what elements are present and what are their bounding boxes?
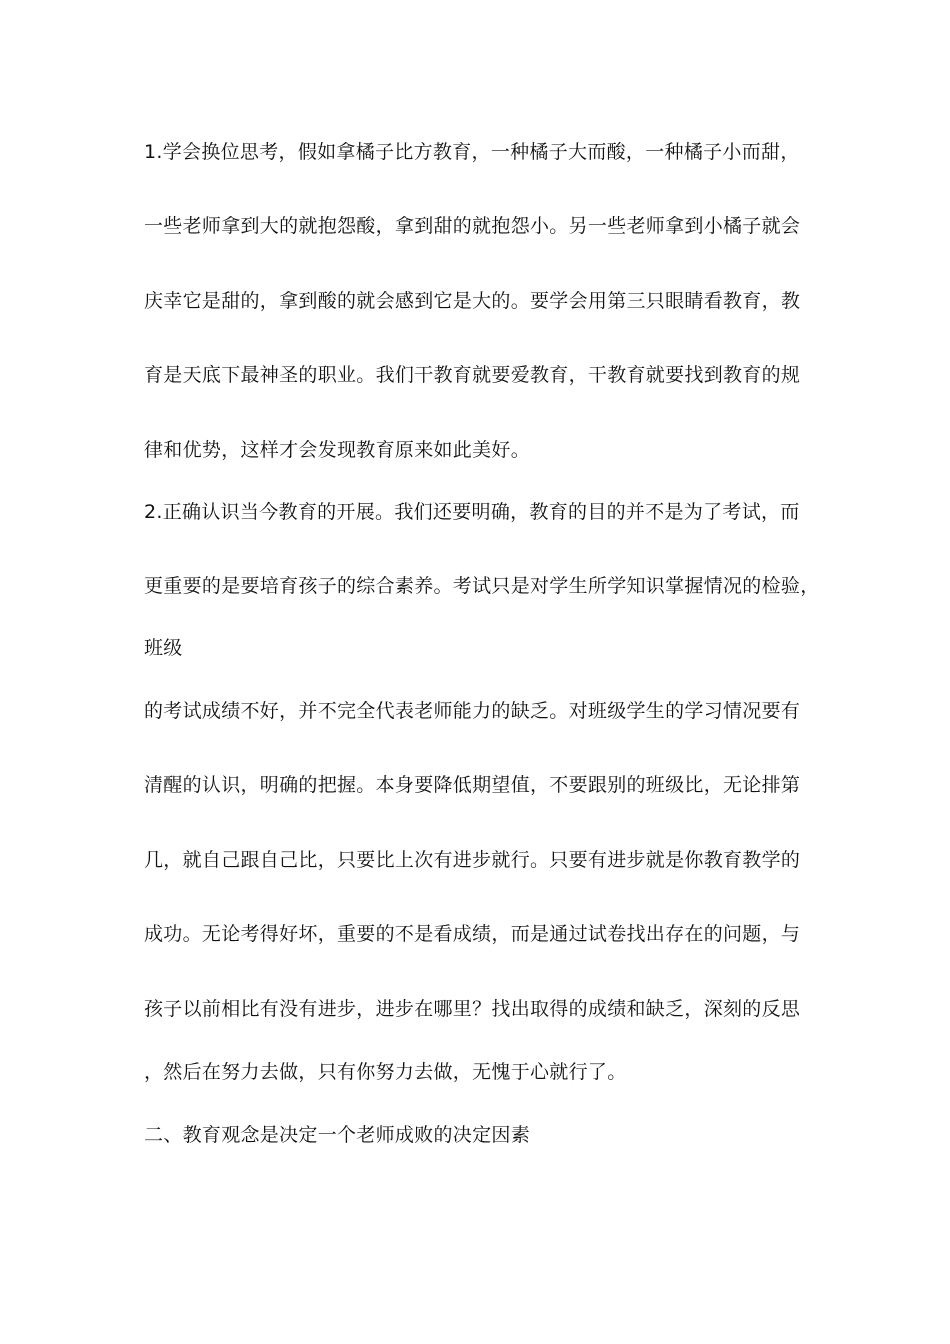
paragraph-line: 律和优势，这样才会发现教育原来如此美好。 — [144, 439, 531, 461]
paragraph-line: 清醒的认识，明确的把握。本身要降低期望值，不要跟别的班级比，无论排第 — [144, 774, 801, 796]
paragraph-line: ，然后在努力去做，只有你努力去做，无愧于心就行了。 — [144, 1061, 627, 1083]
paragraph-line: 几，就自己跟自己比，只要比上次有进步就行。只要有进步就是你教育教学的 — [144, 849, 801, 871]
paragraph-line: 孩子以前相比有没有进步，进步在哪里？找出取得的成绩和缺乏，深刻的反思 — [144, 998, 801, 1020]
paragraph-line: 育是天底下最神圣的职业。我们干教育就要爱教育，干教育就要找到教育的规 — [144, 364, 801, 386]
paragraph-line: 1.学会换位思考，假如拿橘子比方教育，一种橘子大而酸，一种橘子小而甜， — [144, 141, 800, 163]
paragraph-line: 成功。无论考得好坏，重要的不是看成绩，而是通过试卷找出存在的问题，与 — [144, 923, 801, 945]
section-heading: 二、教育观念是决定一个老师成败的决定因素 — [144, 1124, 531, 1146]
paragraph-line: 更重要的是要培育孩子的综合素养。考试只是对学生所学知识掌握情况的检验， — [144, 575, 820, 597]
paragraph-line: 庆幸它是甜的，拿到酸的就会感到它是大的。要学会用第三只眼睛看教育，教 — [144, 290, 801, 312]
paragraph-line: 一些老师拿到大的就抱怨酸，拿到甜的就抱怨小。另一些老师拿到小橘子就会 — [144, 215, 801, 237]
paragraph-line: 的考试成绩不好，并不完全代表老师能力的缺乏。对班级学生的学习情况要有 — [144, 700, 801, 722]
paragraph-line: 2.正确认识当今教育的开展。我们还要明确，教育的目的并不是为了考试，而 — [144, 501, 800, 523]
paragraph-line: 班级 — [144, 637, 183, 659]
